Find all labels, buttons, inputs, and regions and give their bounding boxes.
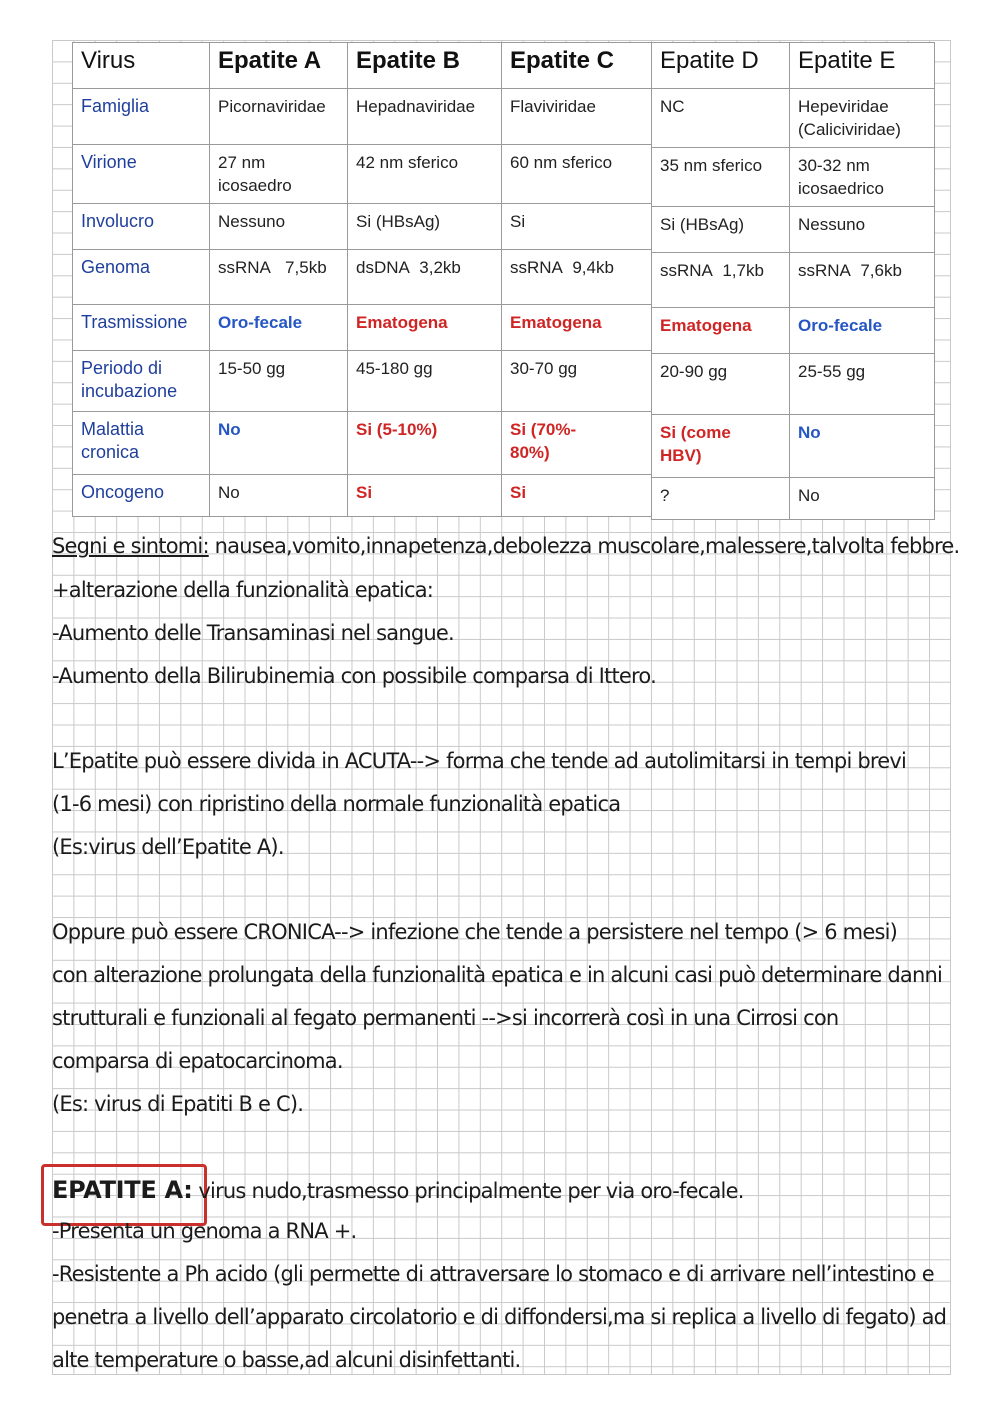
table-cell: 42 nm sferico [348, 145, 502, 204]
table-header-cell: Epatite E [790, 43, 935, 89]
epatite-a-text: virus nudo,trasmesso principalmente per via oro-fecale. [192, 1179, 744, 1203]
table-cell: Si [502, 475, 652, 517]
table-cell: ssRNA 7,6kb [790, 253, 935, 308]
table-cell: ssRNA 1,7kb [652, 253, 790, 308]
table-row [73, 204, 652, 250]
table-row [652, 253, 935, 308]
table-cell: No [210, 412, 348, 475]
row-label-cell: Periodo di incubazione [73, 351, 210, 412]
note-line: con alterazione prolungata della funzionalità epatica e in alcuni casi può determinare danni [52, 963, 942, 987]
table-header-cell: Epatite C [502, 43, 652, 89]
row-label-cell: Genoma [73, 250, 210, 305]
table-header-cell: Epatite D [652, 43, 790, 89]
table-cell: Si [502, 204, 652, 250]
note-line: -Aumento delle Transaminasi nel sangue. [52, 621, 454, 645]
hepatitis-table-main [72, 42, 652, 517]
note-line: (Es:virus dell’Epatite A). [52, 835, 284, 859]
table-row [73, 89, 652, 145]
table-row [652, 207, 935, 253]
note-line: -Resistente a Ph acido (gli permette di attraversare lo stomaco e di arrivare nell’intestino e [52, 1262, 934, 1286]
hepatitis-table-side [651, 42, 935, 520]
segni-text: nausea,vomito,innapetenza,debolezza muscolare,malessere,talvolta febbre. [208, 534, 960, 558]
table-cell: dsDNA 3,2kb [348, 250, 502, 305]
note-line-segni [52, 534, 960, 558]
table-header-cell: Epatite B [348, 43, 502, 89]
table-header-row [73, 43, 652, 89]
table-row [652, 354, 935, 415]
note-line: Oppure può essere CRONICA--> infezione che tende a persistere nel tempo (> 6 mesi) [52, 920, 898, 944]
table-cell: Si (5-10%) [348, 412, 502, 475]
table-cell: Ematogena [348, 305, 502, 351]
note-line: (1-6 mesi) con ripristino della normale funzionalità epatica [52, 792, 621, 816]
note-line: L’Epatite può essere divida in ACUTA--> forma che tende ad autolimitarsi in tempi brevi [52, 749, 907, 773]
table-header-cell: Epatite A [210, 43, 348, 89]
table-row [73, 250, 652, 305]
table-cell: 45-180 gg [348, 351, 502, 412]
table-row [73, 305, 652, 351]
table-cell: 27 nm icosaedro [210, 145, 348, 204]
table-cell: Ematogena [502, 305, 652, 351]
table-cell: Nessuno [790, 207, 935, 253]
table-cell: ssRNA 9,4kb [502, 250, 652, 305]
table-cell: ssRNA 7,5kb [210, 250, 348, 305]
epatite-a-title: EPATITE A: [52, 1176, 193, 1204]
table-row [652, 478, 935, 520]
table-cell: No [790, 478, 935, 520]
note-line: comparsa di epatocarcinoma. [52, 1049, 343, 1073]
note-line: -Presenta un genoma a RNA +. [52, 1219, 357, 1243]
table-row [73, 412, 652, 475]
table-row [73, 475, 652, 517]
note-line: +alterazione della funzionalità epatica: [52, 578, 434, 602]
segni-label: Segni e sintomi: [52, 534, 209, 558]
table-cell: ? [652, 478, 790, 520]
note-line: -Aumento della Bilirubinemia con possibile comparsa di Ittero. [52, 664, 656, 688]
note-line: penetra a livello dell’apparato circolatorio e di diffondersi,ma si replica a livello di fegato) ad [52, 1305, 947, 1329]
table-cell: NC [652, 89, 790, 148]
table-cell: Si (HBsAg) [652, 207, 790, 253]
note-line-epatite-a [52, 1176, 952, 1204]
table-cell: Si (HBsAg) [348, 204, 502, 250]
table-cell: Si [348, 475, 502, 517]
row-label-cell: Trasmissione [73, 305, 210, 351]
table-row [73, 351, 652, 412]
table-cell: Hepadnaviridae [348, 89, 502, 145]
table-cell: Si (come HBV) [652, 415, 790, 478]
table-cell: Flaviviridae [502, 89, 652, 145]
table-cell: No [210, 475, 348, 517]
table-cell: Nessuno [210, 204, 348, 250]
table-row [652, 148, 935, 207]
row-label-cell: Involucro [73, 204, 210, 250]
row-label-cell: Malattia cronica [73, 412, 210, 475]
table-cell: 30-32 nm icosaedrico [790, 148, 935, 207]
table-cell: 60 nm sferico [502, 145, 652, 204]
table-cell: 35 nm sferico [652, 148, 790, 207]
table-row [652, 89, 935, 148]
table-cell: Hepeviridae (Caliciviridae) [790, 89, 935, 148]
table-header-row [652, 43, 935, 89]
row-label-cell: Virione [73, 145, 210, 204]
note-line: alte temperature o basse,ad alcuni disinfettanti. [52, 1348, 521, 1372]
table-cell: Si (70%- 80%) [502, 412, 652, 475]
table-cell: Ematogena [652, 308, 790, 354]
table-cell: 15-50 gg [210, 351, 348, 412]
table-cell: 25-55 gg [790, 354, 935, 415]
row-label-cell: Famiglia [73, 89, 210, 145]
table-cell: No [790, 415, 935, 478]
table-cell: Oro-fecale [210, 305, 348, 351]
table-cell: 30-70 gg [502, 351, 652, 412]
row-label-cell: Oncogeno [73, 475, 210, 517]
table-cell: Oro-fecale [790, 308, 935, 354]
table-header-cell: Virus [73, 43, 210, 89]
table-row [652, 415, 935, 478]
table-cell: Picornaviridae [210, 89, 348, 145]
note-line: (Es: virus di Epatiti B e C). [52, 1092, 304, 1116]
table-row [73, 145, 652, 204]
note-line: strutturali e funzionali al fegato permanenti -->si incorrerà così in una Cirrosi con [52, 1006, 839, 1030]
table-cell: 20-90 gg [652, 354, 790, 415]
table-row [652, 308, 935, 354]
